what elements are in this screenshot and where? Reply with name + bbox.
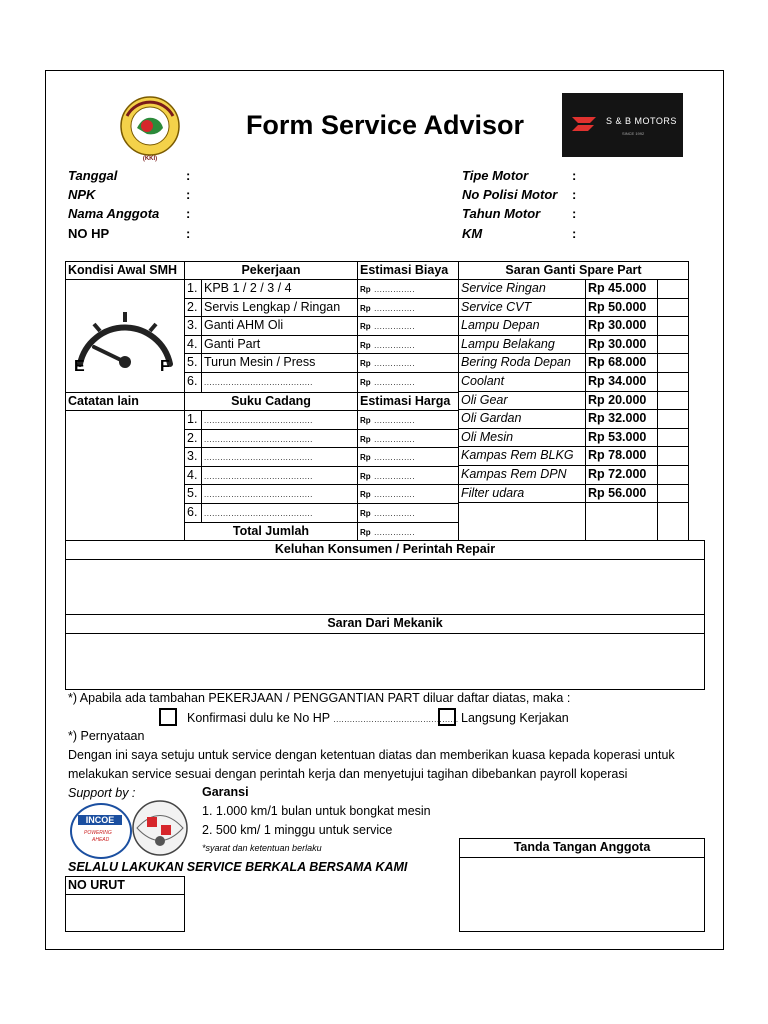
pekerjaan-no [184,372,202,393]
spare-part-name-text: Oli Gardan [461,411,522,426]
spare-part-name-text: Kampas Rem BLKG [461,448,574,463]
garansi-item-1: 1. 1.000 km/1 bulan untuk bongkat mesin [202,804,431,818]
spare-part-price-text: Rp 30.000 [588,318,647,333]
spare-part-price-text: Rp 32.000 [588,411,647,426]
spare-part-name-text: Oli Mesin [461,429,514,444]
syarat-note: *syarat dan ketentuan berlaku [202,843,322,853]
field-nama-sep: : [186,206,191,221]
spare-part-price [585,298,658,318]
pekerjaan-item[interactable] [201,298,358,318]
harga-dots: ............... [374,509,415,518]
pekerjaan-no [184,353,202,373]
estimasi-biaya-field[interactable] [357,279,459,299]
tanda-tangan-header: Tanda Tangan Anggota [459,838,705,858]
garansi-title: Garansi [202,785,249,799]
spare-part-name [458,502,586,541]
suku-cadang-field[interactable] [201,429,358,449]
suku-no-text: 2. [187,430,198,445]
pekerjaan-no-text: 5. [187,355,198,370]
spare-part-name [458,279,586,299]
field-tipe-motor-sep: : [572,168,577,183]
incoe-tag1: POWERING [84,830,112,836]
spare-part-name-text: Service Ringan [461,281,546,295]
suku-dots: ........................................ [204,509,313,518]
spare-part-check[interactable] [657,316,689,336]
estimasi-dots: ............... [374,340,415,350]
pekerjaan-dots: ........................................ [204,378,313,387]
saran-mekanik-field[interactable] [65,633,705,690]
field-nohp-sep: : [186,226,191,241]
spare-part-name [458,446,586,466]
incoe-logo [70,803,132,859]
brand-mark-icon [568,113,600,135]
suku-no-text: 4. [187,467,198,482]
spare-part-name [458,335,586,355]
field-nopol-label: No Polisi Motor [462,187,558,202]
spare-part-price-text: Rp 50.000 [588,299,647,314]
pekerjaan-item[interactable] [201,335,358,355]
estimasi-rp: Rp [360,378,371,387]
konfirmasi-dots: .............................................. [333,715,459,724]
pekerjaan-name: Ganti AHM Oli [204,318,284,333]
spare-part-name [458,353,586,373]
estimasi-dots: ............... [374,303,415,313]
fuel-empty-label: E [74,358,85,375]
estimasi-harga-field[interactable] [357,466,459,486]
field-tanggal-sep: : [186,168,191,183]
langsung-label: Langsung Kerjakan [461,711,569,725]
brand-tagline: SINCE 1992 [622,131,645,136]
spare-part-check[interactable] [657,391,689,411]
harga-dots: ............... [374,471,415,481]
brand-name: S & B MOTORS [606,116,677,126]
field-km-label: KM [462,226,483,241]
spare-part-name [458,391,586,411]
suku-cadang-header: Suku Cadang [184,392,358,411]
harga-dots: ............... [374,434,415,444]
spare-part-name-text: Kampas Rem DPN [461,467,567,481]
spare-part-price-text: Rp 53.000 [588,429,647,444]
estimasi-rp: Rp [360,285,371,294]
spare-part-price-text: Rp 30.000 [588,336,647,351]
spare-part-name [458,465,586,485]
konfirmasi-text: Konfirmasi dulu ke No HP [187,711,330,725]
estimasi-harga-field[interactable] [357,484,459,504]
field-tahun-sep: : [572,206,577,221]
suku-cadang-field[interactable] [201,447,358,467]
koperasi-logo-abbr: (KKI) [142,156,158,162]
suku-no [184,503,202,523]
spare-part-price [585,484,658,504]
harga-rp: Rp [360,434,371,444]
spare-part-check[interactable] [657,428,689,448]
estimasi-harga-field[interactable] [357,447,459,467]
pekerjaan-no [184,298,202,318]
estimasi-harga-field[interactable] [357,503,459,523]
pernyataan-line1: Dengan ini saya setuju untuk service dengan ketentuan diatas dan memberikan kuasa kepada koperasi untuk [68,748,675,762]
field-npk-label: NPK [68,187,96,202]
field-tanggal-label: Tanggal [68,168,118,183]
estimasi-dots: ............... [374,359,415,369]
field-npk-sep: : [186,187,191,202]
catatan-lain-field[interactable] [65,410,185,541]
kondisi-awal-cell[interactable] [65,279,185,393]
garansi-item-2: 2. 500 km/ 1 minggu untuk service [202,823,393,837]
estimasi-rp: Rp [360,340,371,350]
col-estimasi-header: Estimasi Biaya [357,261,459,280]
estimasi-dots: ............... [374,285,415,294]
spare-part-price-text: Rp 72.000 [588,467,647,481]
estimasi-rp: Rp [360,359,371,369]
spare-part-name-text: Coolant [461,374,505,388]
tanda-tangan-field[interactable] [459,857,705,932]
spare-part-price [585,391,658,411]
pekerjaan-no [184,316,202,336]
suku-no [184,447,202,467]
langsung-checkbox[interactable] [438,708,456,726]
col-saran-header: Saran Ganti Spare Part [458,261,689,280]
pekerjaan-item[interactable] [201,372,358,393]
spare-part-check[interactable] [657,465,689,485]
brand-logo [562,93,683,157]
suku-no [184,484,202,504]
pekerjaan-name: KPB 1 / 2 / 3 / 4 [204,281,292,295]
spare-part-price-text: Rp 20.000 [588,392,647,407]
suku-no-text: 5. [187,486,198,501]
pekerjaan-no-text: 3. [187,318,198,333]
estimasi-harga-header: Estimasi Harga [357,392,459,411]
fuel-full-label: F [160,358,170,375]
harga-rp: Rp [360,471,371,481]
pekerjaan-name: Ganti Part [204,336,261,351]
pekerjaan-name: Servis Lengkap / Ringan [204,299,341,314]
suku-cadang-field[interactable] [201,410,358,430]
pernyataan-title: *) Pernyataan [68,729,145,743]
spare-part-price [585,372,658,392]
estimasi-biaya-field[interactable] [357,372,459,393]
pekerjaan-name: Turun Mesin / Press [204,355,316,370]
field-nama-label: Nama Anggota [68,206,160,221]
note-tambahan: *) Apabila ada tambahan PEKERJAAN / PENGGANTIAN PART diluar daftar diatas, maka : [68,691,571,705]
spare-part-name-text: Oli Gear [461,392,508,407]
estimasi-dots: ............... [374,322,415,332]
suku-dots: ........................................ [204,490,313,500]
spare-part-name-text: Service CVT [461,299,532,314]
estimasi-biaya-field[interactable] [357,316,459,336]
total-dots: ............... [374,528,415,537]
spare-part-name [458,372,586,392]
support-by: Support by : [68,786,136,800]
pekerjaan-no-text: 4. [187,336,198,351]
col-pekerjaan-header: Pekerjaan [184,261,358,280]
konfirmasi-checkbox[interactable] [159,708,177,726]
suku-no [184,466,202,486]
field-tipe-motor-label: Tipe Motor [462,168,529,183]
spare-part-name [458,316,586,336]
estimasi-dots: ............... [374,378,415,387]
suku-no [184,410,202,430]
pekerjaan-item[interactable] [201,316,358,336]
harga-rp: Rp [360,416,371,425]
spare-part-check[interactable] [657,502,689,541]
harga-dots: ............... [374,416,415,425]
pekerjaan-no-text: 1. [187,281,198,295]
keluhan-field[interactable] [65,559,705,615]
field-nopol-sep: : [572,187,577,202]
konfirmasi-label [187,710,459,728]
spare-part-check[interactable] [657,353,689,373]
slogan: SELALU LAKUKAN SERVICE BERKALA BERSAMA KAMI [68,860,408,874]
spare-part-check[interactable] [657,335,689,355]
harga-rp: Rp [360,453,371,463]
spare-part-price [585,409,658,429]
spare-part-price-text: Rp 56.000 [588,485,647,500]
total-jumlah-label: Total Jumlah [184,522,358,541]
spare-part-price [585,502,658,541]
suku-dots: ........................................ [204,471,313,481]
pekerjaan-item[interactable] [201,279,358,299]
col-kondisi-header: Kondisi Awal SMH [65,261,185,280]
estimasi-biaya-field[interactable] [357,335,459,355]
spare-part-name-text: Filter udara [461,485,525,500]
pekerjaan-item[interactable] [201,353,358,373]
estimasi-harga-field[interactable] [357,410,459,430]
spare-part-price [585,335,658,355]
suku-dots: ........................................ [204,453,313,463]
spare-part-check[interactable] [657,372,689,392]
spare-part-check[interactable] [657,298,689,318]
spare-part-price-text: Rp 68.000 [588,355,647,370]
total-jumlah-value[interactable] [357,522,459,541]
spare-part-name [458,409,586,429]
suku-no [184,429,202,449]
spare-part-price [585,465,658,485]
pernyataan-line2: melakukan service sesuai dengan perintah kerja dan menyetujui tagihan dibebankan payroll koperasi [68,767,628,781]
spare-part-price-text: Rp 34.000 [588,374,647,388]
suku-dots: ........................................ [204,416,313,425]
spare-part-name [458,484,586,504]
spare-part-check[interactable] [657,446,689,466]
spare-part-name-text: Lampu Depan [461,318,540,333]
harga-rp: Rp [360,509,371,518]
incoe-tag2: AHEAD [92,837,110,843]
spare-part-price-text: Rp 45.000 [588,281,647,295]
saran-mekanik-header: Saran Dari Mekanik [65,614,705,634]
spare-part-name-text: Bering Roda Depan [461,355,571,370]
spare-part-name [458,428,586,448]
page-title: Form Service Advisor [245,110,525,140]
pekerjaan-no [184,335,202,355]
pekerjaan-no [184,279,202,299]
spare-part-price [585,428,658,448]
koperasi-logo [117,96,183,156]
pekerjaan-no-text: 6. [187,374,198,388]
estimasi-harga-field[interactable] [357,429,459,449]
spare-part-check[interactable] [657,279,689,299]
spare-part-price [585,446,658,466]
spare-part-check[interactable] [657,409,689,429]
spare-part-price [585,316,658,336]
pekerjaan-no-text: 2. [187,299,198,314]
harga-dots: ............... [374,453,415,463]
suku-dots: ........................................ [204,434,313,444]
spare-part-check[interactable] [657,484,689,504]
incoe-name: INCOE [78,815,122,825]
spare-part-price [585,279,658,299]
spare-part-name-text: Lampu Belakang [461,336,555,351]
cbg-logo [131,799,189,857]
estimasi-biaya-field[interactable] [357,353,459,373]
suku-no-text: 1. [187,412,198,426]
estimasi-biaya-field[interactable] [357,298,459,318]
spare-part-price-text: Rp 78.000 [588,448,647,463]
field-tahun-label: Tahun Motor [462,206,541,221]
field-nohp-label: NO HP [68,226,110,241]
spare-part-name [458,298,586,318]
no-urut-header: NO URUT [65,876,185,895]
suku-cadang-field[interactable] [201,466,358,486]
no-urut-field[interactable] [65,894,185,932]
estimasi-rp: Rp [360,303,371,313]
suku-cadang-field[interactable] [201,503,358,523]
estimasi-rp: Rp [360,322,371,332]
suku-no-text: 6. [187,505,198,519]
field-km-sep: : [572,226,577,241]
harga-rp: Rp [360,490,371,500]
keluhan-header: Keluhan Konsumen / Perintah Repair [65,540,705,560]
suku-no-text: 3. [187,449,198,464]
spare-part-price [585,353,658,373]
harga-dots: ............... [374,490,415,500]
total-rp: Rp [360,528,371,537]
suku-cadang-field[interactable] [201,484,358,504]
catatan-lain-header: Catatan lain [65,392,185,411]
